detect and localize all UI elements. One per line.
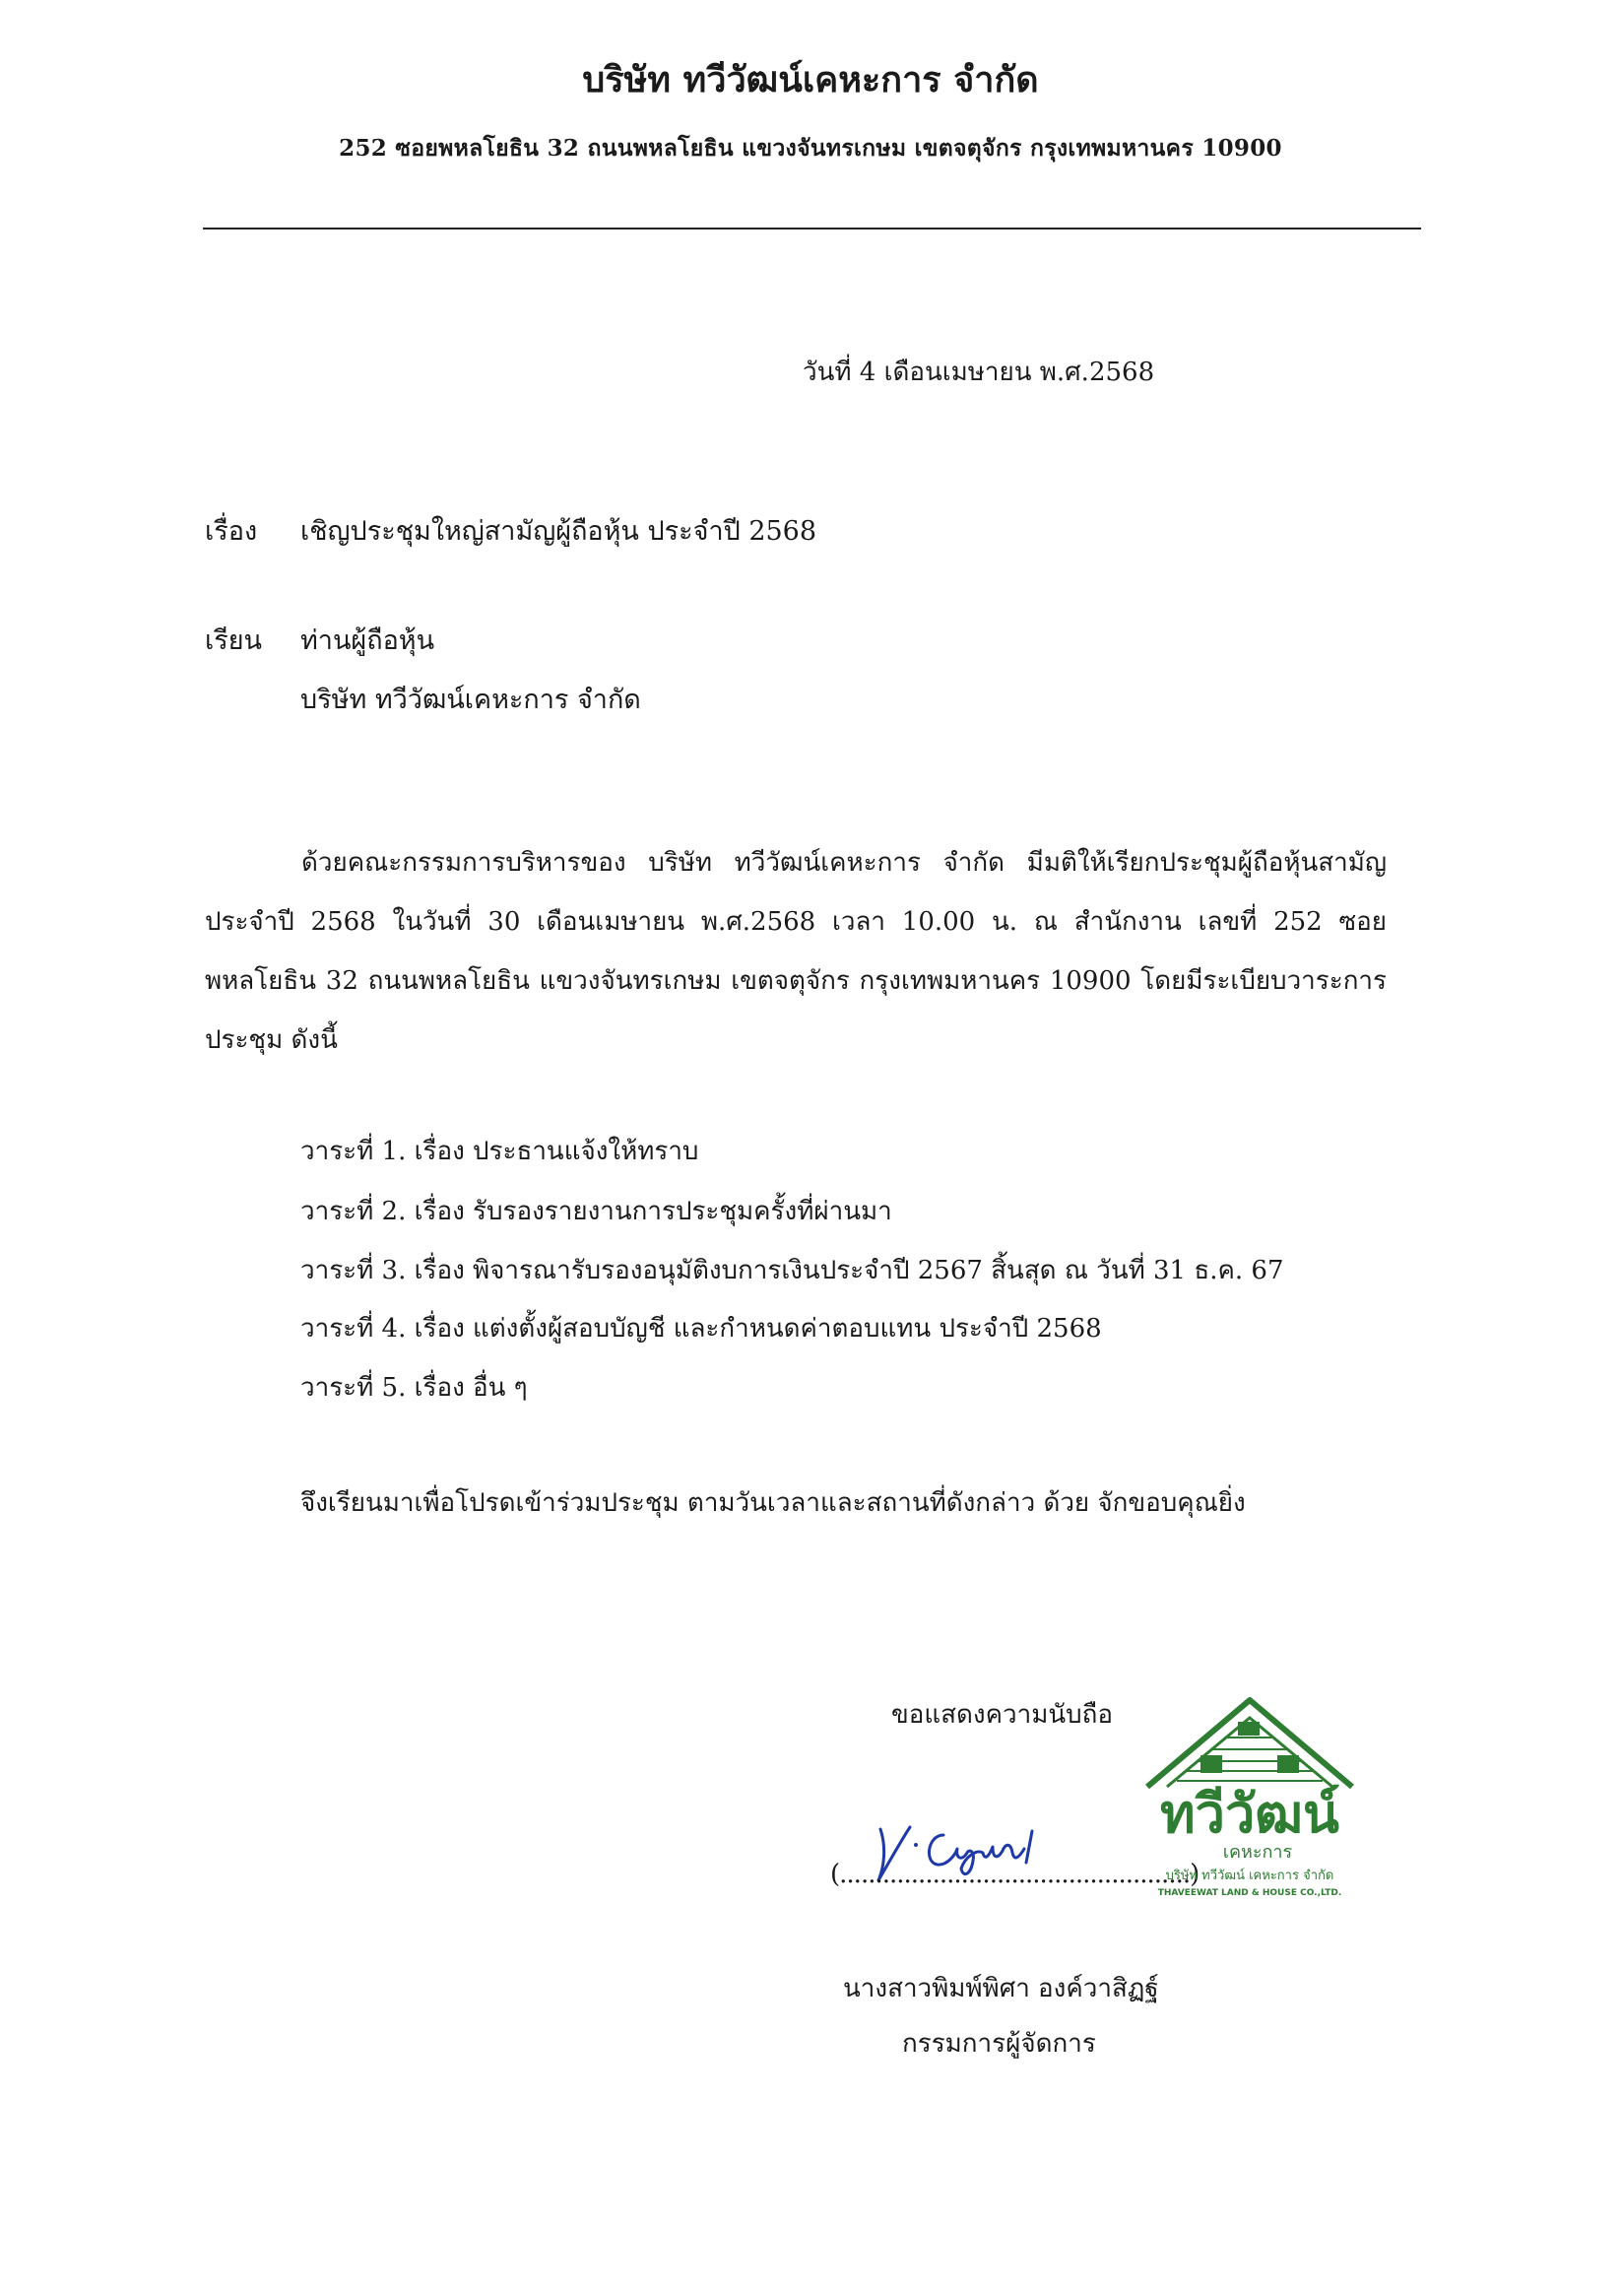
closing-text: จึงเรียนมาเพื่อโปรดเข้าร่วมประชุม ตามวันเวลาและสถานที่ดังกล่าว ด้วย จักขอบคุณยิ่ง — [300, 1488, 1246, 1518]
subject-label: เรื่อง — [205, 516, 258, 547]
agenda-item-4: วาระที่ 4. เรื่อง แต่งตั้งผู้สอบบัญชี และกำหนดค่าตอบแทน ประจำปี 2568 — [300, 1314, 1102, 1344]
signer-title: กรรมการผู้จัดการ — [902, 2029, 1096, 2059]
company-address: 252 ซอยพหลโยธิน 32 ถนนพหลโยธิน แขวงจันทรเกษม เขตจตุจักร กรุงเทพมหานคร 10900 — [339, 135, 1282, 162]
header-divider — [203, 228, 1421, 230]
agenda-item-5: วาระที่ 5. เรื่อง อื่น ๆ — [300, 1373, 528, 1403]
agenda-item-1: วาระที่ 1. เรื่อง ประธานแจ้งให้ทราบ — [300, 1137, 699, 1166]
body-paragraph: ด้วยคณะกรรมการบริหารของ บริษัท ทวีวัฒน์เคหะการ จำกัด มีมติให้เรียกประชุมผู้ถือหุ้นสามัญประจำปี 2568 ในวันที่ 30 เดือนเมษายน พ.ศ.2568 เวลา 10.00 น. ณ สำนักงาน เลขที่ 252 ซอยพหลโยธิน 32 ถนนพหลโยธิน แขวงจันทรเกษม เขตจตุจักร กรุงเทพมหานคร 10900 โดยมีระเบียบวาระการประชุม ดังนี้ — [205, 848, 1387, 1055]
logo-company-th: บริษัท ทวีวัฒน์ เคหะการ จำกัด — [1165, 1869, 1334, 1883]
letter-date: วันที่ 4 เดือนเมษายน พ.ศ.2568 — [803, 358, 1155, 387]
recipient-line-2: บริษัท ทวีวัฒน์เคหะการ จำกัด — [300, 685, 641, 715]
signer-name: นางสาวพิมพ์พิศา องค์วาสิฏฐ์ — [843, 1974, 1159, 2003]
logo-sub-text: เคหะการ — [1222, 1842, 1293, 1863]
recipient-line-1: ท่านผู้ถือหุ้น — [300, 625, 435, 656]
company-logo-stamp — [1139, 1692, 1360, 1909]
company-name: บริษัท ทวีวัฒน์เคหะการ จำกัด — [582, 59, 1039, 100]
logo-company-en: THAVEEWAT LAND & HOUSE CO.,LTD. — [1157, 1888, 1342, 1898]
regards-text: ขอแสดงความนับถือ — [891, 1700, 1113, 1730]
agenda-item-2: วาระที่ 2. เรื่อง รับรองรายงานการประชุมครั้งที่ผ่านมา — [300, 1197, 892, 1226]
agenda-item-3: วาระที่ 3. เรื่อง พิจารณารับรองอนุมัติงบการเงินประจำปี 2567 สิ้นสุด ณ วันที่ 31 ธ.ค. 67 — [300, 1256, 1284, 1285]
logo-brand-text: ทวีวัฒน์ — [1160, 1783, 1339, 1845]
subject-text: เชิญประชุมใหญ่สามัญผู้ถือหุ้น ประจำปี 2568 — [300, 516, 817, 547]
recipient-label: เรียน — [205, 625, 263, 656]
signature-line: (.................................................) — [830, 1860, 1200, 1889]
